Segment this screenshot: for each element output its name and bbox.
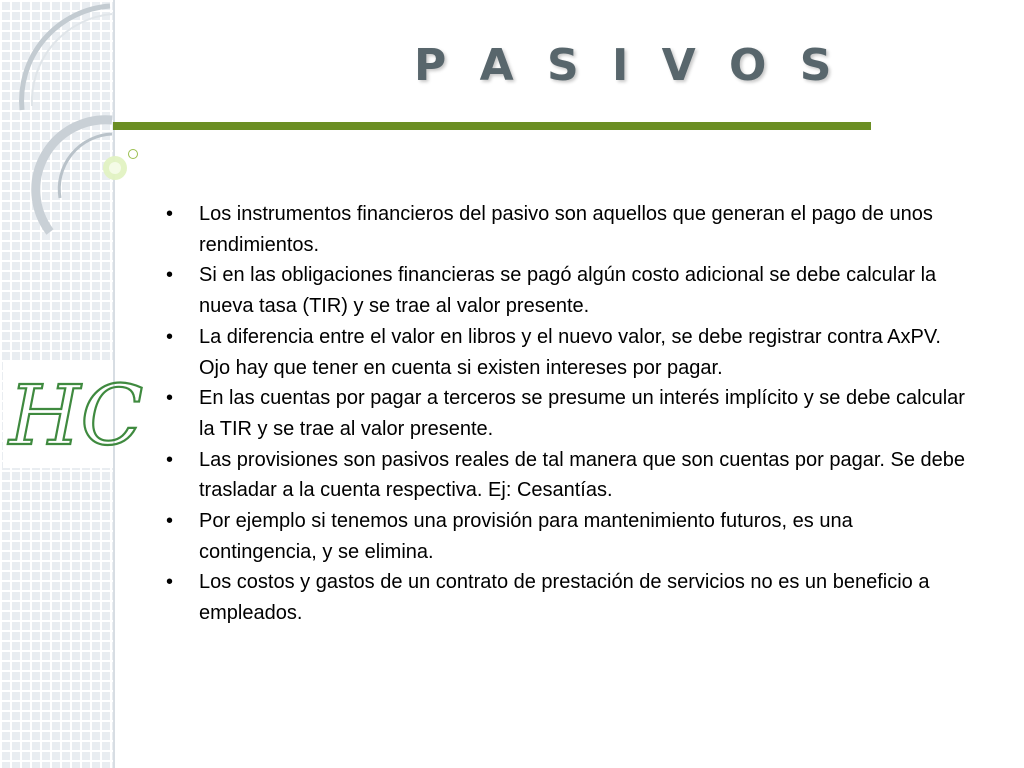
list-item	[166, 567, 976, 628]
page-title: P A S I V O S	[414, 40, 841, 91]
list-item	[166, 383, 976, 444]
list-item	[166, 445, 976, 506]
bullet-icon: •	[166, 387, 174, 410]
bullet-text: En las cuentas por pagar a terceros se presume un interés implícito y se debe calcular la TIR y se trae al valor presente.	[199, 387, 965, 440]
bullet-text: Los costos y gastos de un contrato de prestación de servicios no es un beneficio a empleados.	[199, 571, 930, 625]
bullet-icon: •	[166, 571, 174, 594]
bullet-icon: •	[166, 203, 174, 225]
svg-text:HC: HC	[9, 369, 144, 464]
logo	[3, 360, 144, 468]
title-underline-bar	[113, 122, 871, 130]
bullet-icon: •	[166, 325, 174, 348]
list-item	[166, 506, 976, 567]
bullet-icon: •	[166, 448, 174, 471]
decorative-arcs-icon	[0, 0, 190, 260]
bullet-text: Los instrumentos financieros del pasivo son aquellos que generan el pago de unos rendimientos.	[199, 203, 933, 256]
bullet-text: Las provisiones son pasivos reales de tal manera que son cuentas por pagar. Se debe trasladar a la cuenta respectiva. Ej: Cesantías.	[199, 448, 966, 502]
hc-monogram-icon	[3, 360, 144, 468]
bullet-icon: •	[166, 264, 174, 287]
bullet-list	[166, 199, 976, 629]
small-circle-icon	[128, 149, 138, 159]
bullet-text: Si en las obligaciones financieras se pagó algún costo adicional se debe calcular la nueva tasa (TIR) y se trae al valor presente.	[199, 264, 937, 318]
list-item	[166, 199, 976, 260]
list-item	[166, 260, 976, 321]
bullet-icon: •	[166, 510, 174, 533]
list-item	[166, 322, 976, 383]
bullet-text: La diferencia entre el valor en libros y el nuevo valor, se debe registrar contra AxPV. Ojo hay que tener en cuenta si existen intereses por pagar.	[199, 325, 941, 379]
bullet-text: Por ejemplo si tenemos una provisión para mantenimiento futuros, es una contingencia, y se elimina.	[199, 510, 853, 563]
